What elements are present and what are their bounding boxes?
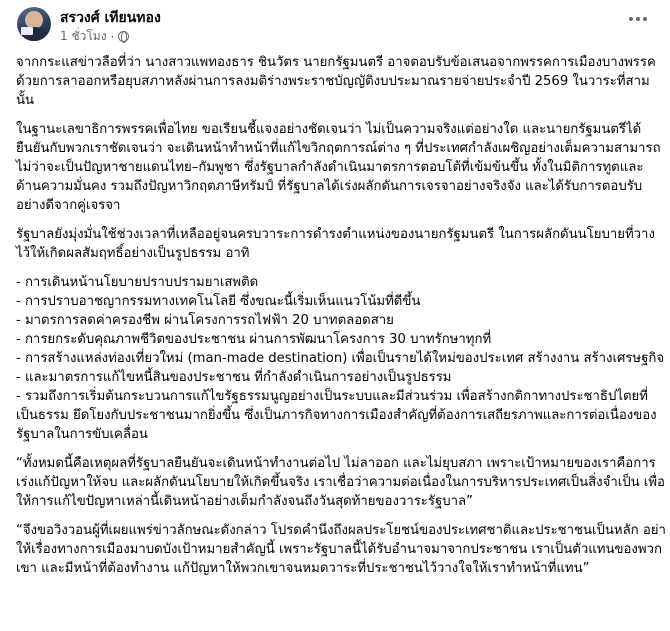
list-item: - และมาตรการแก้ไขหนี้สินของประชาชน ที่กำลังดำเนินการอย่างเป็นรูปธรรม <box>16 370 452 385</box>
list-item: - การสร้างแหล่งท่องเที่ยวใหม่ (man-made destination) เพื่อเป็นรายได้ใหม่ของประเทศ สร้างงาน สร้างเศรษฐกิจ <box>16 351 665 366</box>
list-item: - การยกระดับคุณภาพชีวิตของประชาชน ผ่านการพัฒนาโครงการ 30 บาทรักษาทุกที่ <box>16 332 492 347</box>
more-options-button[interactable] <box>624 8 652 30</box>
list-item: - รวมถึงการเริ่มต้นกระบวนการแก้ไขรัฐธรรมนูญอย่างเป็นระบบและมีส่วนร่วม เพื่อสร้างกติกาทางประชาธิปไตยที่เป็นธรรม ยึดโยงกับประชาชนมากยิ่งขึ้น ซึ่งเป็นภารกิจทางการเมืองสำคัญที่ต้องการเสถียรภาพและการต่อเนื่องของรัฐบาลในการขับเคลื่อน <box>16 389 657 442</box>
list-item: - การปราบอาชญากรรมทางเทคโนโลยี ซึ่งขณะนี้เริ่มเห็นแนวโน้มที่ดีขึ้น <box>16 294 421 309</box>
avatar[interactable] <box>17 7 51 41</box>
avatar-badge-icon <box>21 27 33 35</box>
author-name[interactable]: สรวงศ์ เทียนทอง <box>60 10 161 26</box>
post-header <box>0 0 670 52</box>
paragraph-quote-plea: “จึงขอวิงวอนผู้ที่เผยแพร่ข่าวลักษณะดังกล่าว โปรดคำนึงถึงผลประโยชน์ของประเทศชาติและประชาชนเป็นหลัก อย่าให้เรื่องทางการเมืองมาบดบังเป้าหมายสำคัญนี้ เพราะรัฐบาลนี้ได้รับอำนาจมาจากประชาชน เราเป็นตัวแทนของพวกเขา และมีหน้าที่ต้องทำงาน แก้ปัญหาให้พวกเขาจนหมดวาระที่ประชาชนไว้วางใจให้เราทำหน้าที่แทน” <box>16 523 666 576</box>
paragraph-rumor: จากกระแสข่าวลือที่ว่า นางสาวแพทองธาร ชินวัตร นายกรัฐมนตรี อาจตอบรับข้อเสนอจากพรรคการเมืองบางพรรค ด้วยการลาออกหรือยุบสภาหลังผ่านการลงมติร่างพระราชบัญญัติงบประมาณรายจ่ายประจำปี 2569 ในวาระที่สามนั้น <box>16 55 656 108</box>
list-item: - การเดินหน้านโยบายปราบปรามยาเสพติด <box>16 275 259 290</box>
paragraph-quote-continue: “ทั้งหมดนี้คือเหตุผลที่รัฐบาลยืนยันจะเดินหน้าทำงานต่อไป ไม่ลาออก และไม่ยุบสภา เพราะเป้าหมายของเราคือการเร่งแก้ปัญหาให้จบ และผลักดันนโยบายให้เกิดขึ้นจริง เราเชื่อว่าความต่อเนื่องในการบริหารประเทศเป็นสิ่งจำเป็น เพื่อให้การแก้ไขปัญหาเหล่านี้เดินหน้าอย่างเต็มกำลังจนถึงวันสุดท้ายของวาระรัฐบาล” <box>16 456 665 509</box>
globe-icon[interactable] <box>118 31 129 42</box>
more-dot-icon <box>629 17 633 21</box>
meta-separator: · <box>110 29 115 44</box>
post-body <box>16 53 666 578</box>
post-time[interactable]: 1 ชั่วโมง <box>60 29 107 43</box>
paragraph-policy-intro: รัฐบาลยังมุ่งมั่นใช้ช่วงเวลาที่เหลืออยู่จนครบวาระการดำรงตำแหน่งของนายกรัฐมนตรี ในการผลักดันนโยบายที่วางไว้ให้เกิดผลสัมฤทธิ์อย่างเป็นรูปธรรม อาทิ <box>16 227 655 261</box>
list-item: - มาตรการลดค่าครองชีพ ผ่านโครงการรถไฟฟ้า 20 บาทตลอดสาย <box>16 313 394 328</box>
more-dot-icon <box>643 17 647 21</box>
post-meta <box>60 27 129 46</box>
paragraph-clarification: ในฐานะเลขาธิการพรรคเพื่อไทย ขอเรียนชี้แจงอย่างชัดเจนว่า ไม่เป็นความจริงแต่อย่างใด และนายกรัฐมนตรีได้ยืนยันกับพวกเราชัดเจนว่า จะเดินหน้าทำหน้าที่แก้ไขวิกฤตการณ์ต่าง ๆ ที่ประเทศกำลังเผชิญอย่างเต็มความสามารถ ไม่ว่าจะเป็นปัญหาชายแดนไทย–กัมพูชา ซึ่งรัฐบาลกำลังดำเนินมาตรการตอบโต้ที่เข้มข้นขึ้น ทั้งในมิติการทูตและด้านความมั่นคง รวมถึงปัญหาวิกฤตภาษีทรัมป์ ที่รัฐบาลได้เร่งผลักดันการเจรจาอย่างจริงจัง และได้รับการตอบรับอย่างดีจากคู่เจรจา <box>16 122 661 213</box>
more-dot-icon <box>636 17 640 21</box>
